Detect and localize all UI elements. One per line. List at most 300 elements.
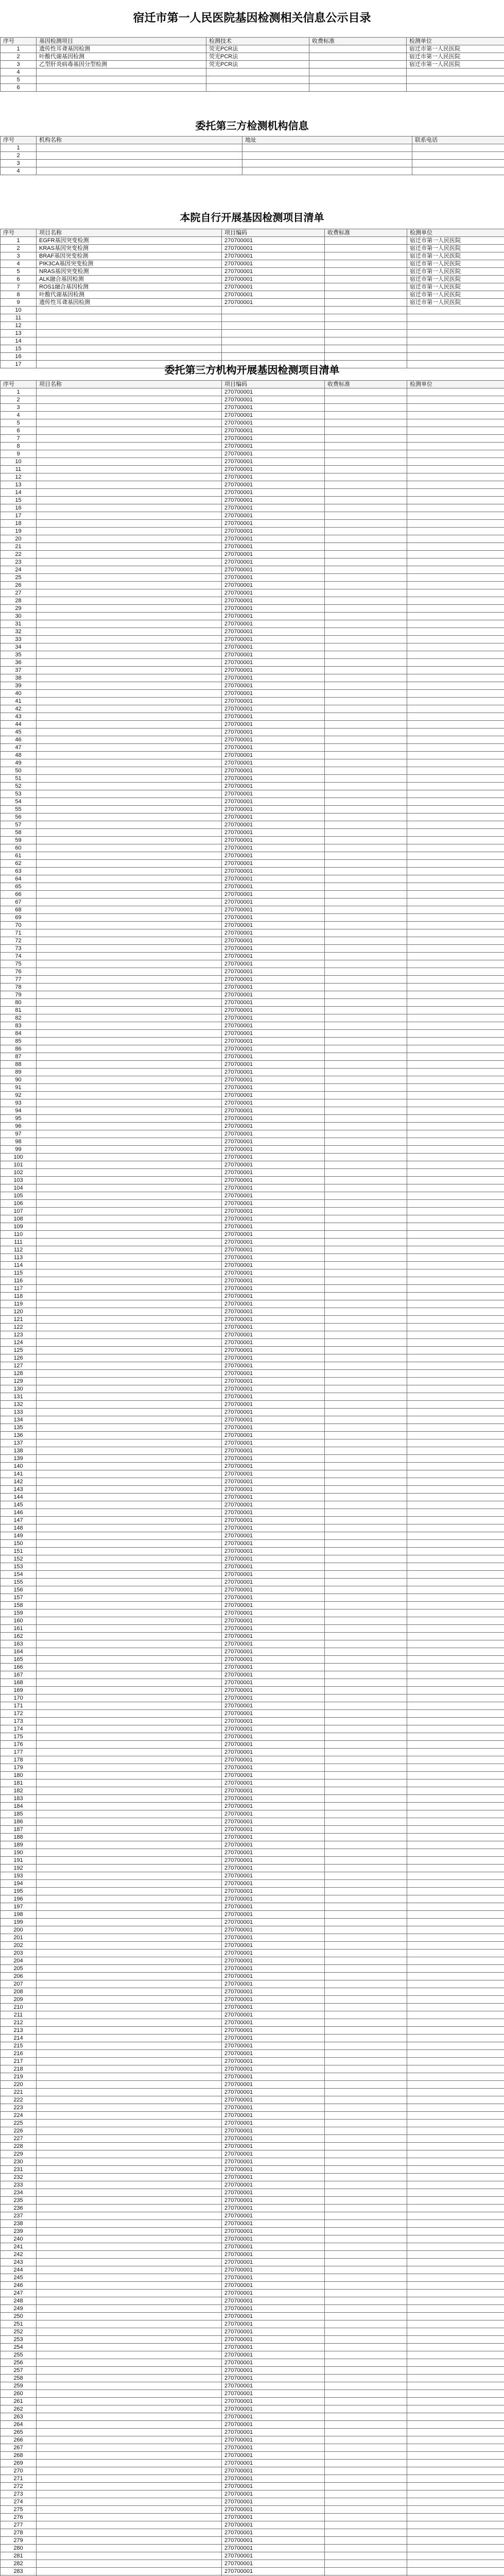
- table-cell: 96: [1, 1123, 37, 1130]
- table-cell: [407, 330, 504, 337]
- table-row: [1, 1795, 504, 1803]
- table-cell: 176: [1, 1741, 37, 1749]
- table-row: [1, 2545, 504, 2552]
- table-cell: [325, 2297, 407, 2305]
- table-cell: [325, 659, 407, 667]
- table-cell: [37, 76, 206, 84]
- table-cell: [407, 1177, 504, 1184]
- table-cell: 3: [1, 160, 37, 167]
- table-cell: [407, 1277, 504, 1285]
- table-cell: [325, 458, 407, 466]
- table-cell: 134: [1, 1416, 37, 1424]
- table-row: [1, 291, 504, 299]
- table-cell: [37, 2096, 222, 2104]
- table-cell: [325, 2259, 407, 2266]
- table-cell: [325, 837, 407, 844]
- table-cell: [37, 2359, 222, 2367]
- table-cell: 270700001: [222, 419, 325, 427]
- table-cell: 270700001: [222, 2266, 325, 2274]
- table-row: [1, 1548, 504, 1555]
- table-cell: [407, 2081, 504, 2089]
- table-cell: [325, 2104, 407, 2112]
- table-cell: [325, 628, 407, 636]
- table-cell: [222, 322, 325, 330]
- table-cell: [325, 2375, 407, 2382]
- table-row: [1, 2019, 504, 2027]
- table-cell: [37, 1617, 222, 1625]
- table-row: [1, 821, 504, 829]
- table-row: [1, 1787, 504, 1795]
- table-row: [1, 1401, 504, 1409]
- table-cell: [325, 2189, 407, 2197]
- table-cell: 270700001: [222, 1656, 325, 1664]
- table-cell: [37, 2042, 222, 2050]
- table-cell: [325, 790, 407, 798]
- table-cell: 270700001: [222, 1749, 325, 1756]
- table-cell: [407, 1092, 504, 1099]
- table-cell: [37, 1749, 222, 1756]
- table-row: [1, 1239, 504, 1246]
- table-cell: 2: [1, 396, 37, 404]
- table-cell: [37, 976, 222, 984]
- table-row: [1, 2521, 504, 2529]
- table-cell: 270700001: [222, 1347, 325, 1354]
- table-cell: 84: [1, 1030, 37, 1038]
- column-header: 序号: [1, 229, 37, 237]
- table-row: [1, 1246, 504, 1254]
- table-cell: 270700001: [222, 2220, 325, 2228]
- table-cell: [407, 2305, 504, 2313]
- table-cell: [407, 1532, 504, 1540]
- table-row: [1, 922, 504, 929]
- table-row: [1, 1563, 504, 1571]
- table-cell: [325, 976, 407, 984]
- table-cell: [37, 2274, 222, 2282]
- table-row: [1, 1169, 504, 1177]
- table-cell: 36: [1, 659, 37, 667]
- table-row: [1, 1679, 504, 1687]
- table-cell: 188: [1, 1834, 37, 1841]
- table-cell: [325, 783, 407, 790]
- table-cell: 178: [1, 1756, 37, 1764]
- table-cell: 270700001: [222, 968, 325, 976]
- table-cell: 16: [1, 504, 37, 512]
- table-row: [1, 2506, 504, 2514]
- table-cell: 270700001: [222, 628, 325, 636]
- table-cell: [325, 2065, 407, 2073]
- table-cell: [325, 2552, 407, 2560]
- table-cell: 82: [1, 1014, 37, 1022]
- table-cell: [325, 814, 407, 821]
- table-cell: [325, 2359, 407, 2367]
- table-row: [1, 2421, 504, 2429]
- table-cell: [407, 2413, 504, 2421]
- table-row: [1, 252, 504, 260]
- table-row: [1, 237, 504, 245]
- table-cell: 270700001: [222, 976, 325, 984]
- outsourced-project-table: [0, 380, 504, 2576]
- table-cell: [407, 2490, 504, 2498]
- table-cell: 115: [1, 1269, 37, 1277]
- table-cell: [325, 1370, 407, 1378]
- table-cell: [222, 337, 325, 345]
- table-row: [1, 388, 504, 396]
- table-cell: [37, 1548, 222, 1555]
- table-cell: [325, 2521, 407, 2529]
- table-cell: [407, 2545, 504, 2552]
- table-cell: [407, 520, 504, 528]
- table-cell: 4: [1, 260, 37, 268]
- table-cell: 183: [1, 1795, 37, 1803]
- table-row: [1, 1447, 504, 1455]
- table-row: [1, 1184, 504, 1192]
- table-cell: [37, 999, 222, 1007]
- table-cell: 270700001: [222, 2290, 325, 2297]
- table-cell: [37, 2027, 222, 2035]
- table-cell: 175: [1, 1733, 37, 1741]
- table-row: [1, 1061, 504, 1069]
- table-cell: 270700001: [222, 2181, 325, 2189]
- table-cell: 10: [1, 307, 37, 314]
- table-cell: 239: [1, 2228, 37, 2235]
- table-cell: [325, 1671, 407, 1679]
- table-cell: [37, 152, 242, 160]
- table-cell: 270700001: [222, 999, 325, 1007]
- table-row: [1, 1926, 504, 1934]
- table-cell: 270700001: [222, 2027, 325, 2035]
- table-cell: [37, 1385, 222, 1393]
- table-cell: [407, 2274, 504, 2282]
- column-header: 检测单位: [407, 381, 504, 388]
- table-cell: [325, 643, 407, 651]
- table-cell: 103: [1, 1177, 37, 1184]
- table-cell: [325, 473, 407, 481]
- table-cell: [325, 953, 407, 960]
- table-cell: [37, 2135, 222, 2143]
- table-cell: 270700001: [222, 1718, 325, 1725]
- table-row: [1, 2058, 504, 2065]
- table-cell: [37, 2344, 222, 2351]
- table-cell: [407, 2560, 504, 2568]
- table-cell: 78: [1, 984, 37, 991]
- table-cell: 89: [1, 1069, 37, 1076]
- table-cell: 270700001: [222, 752, 325, 759]
- table-cell: [37, 620, 222, 628]
- table-row: [1, 1532, 504, 1540]
- table-cell: 128: [1, 1370, 37, 1378]
- table-row: [1, 2490, 504, 2498]
- table-cell: [37, 2436, 222, 2444]
- table-cell: 1: [1, 144, 37, 152]
- table-cell: [407, 1509, 504, 1517]
- table-cell: [407, 345, 504, 353]
- table-cell: BRAF基因突变检测: [37, 252, 222, 260]
- table-cell: 21: [1, 543, 37, 551]
- table-cell: [325, 1509, 407, 1517]
- column-header: 序号: [1, 137, 37, 144]
- table-cell: [407, 2050, 504, 2058]
- table-header-row: [1, 137, 504, 144]
- column-header: 项目名称: [37, 229, 222, 237]
- table-row: [1, 1749, 504, 1756]
- table-cell: 270700001: [222, 2514, 325, 2521]
- table-cell: 276: [1, 2514, 37, 2521]
- table-cell: [407, 388, 504, 396]
- table-cell: 宿迁市第一人民医院: [407, 61, 504, 69]
- table-row: [1, 1857, 504, 1865]
- column-header: 序号: [1, 381, 37, 388]
- table-cell: 68: [1, 906, 37, 914]
- table-cell: 270700001: [222, 744, 325, 752]
- table-cell: [325, 1061, 407, 1069]
- table-cell: [37, 2568, 222, 2575]
- table-cell: 270700001: [222, 2313, 325, 2320]
- table-cell: [37, 752, 222, 759]
- table-cell: 270700001: [222, 1169, 325, 1177]
- table-cell: [407, 984, 504, 991]
- table-cell: 270700001: [222, 1262, 325, 1269]
- table-cell: 270700001: [222, 1571, 325, 1579]
- table-cell: [242, 152, 412, 160]
- table-cell: [325, 1973, 407, 1980]
- table-cell: [407, 1486, 504, 1494]
- table-cell: [37, 1795, 222, 1803]
- table-cell: [325, 1293, 407, 1300]
- table-cell: [407, 2042, 504, 2050]
- table-cell: 270700001: [222, 1038, 325, 1045]
- table-cell: [37, 628, 222, 636]
- table-cell: 211: [1, 2011, 37, 2019]
- table-row: [1, 1331, 504, 1339]
- table-cell: [407, 690, 504, 698]
- table-cell: 270700001: [222, 2058, 325, 2065]
- table-cell: 270700001: [222, 1014, 325, 1022]
- table-cell: [37, 1563, 222, 1571]
- table-cell: [222, 314, 325, 322]
- table-cell: [37, 1308, 222, 1316]
- table-cell: [407, 2235, 504, 2243]
- table-cell: [37, 1045, 222, 1053]
- table-cell: 270700001: [222, 682, 325, 690]
- table-cell: [407, 814, 504, 821]
- table-cell: [242, 167, 412, 175]
- table-row: [1, 260, 504, 268]
- table-cell: 270700001: [222, 2490, 325, 2498]
- table-cell: 270700001: [222, 1888, 325, 1895]
- table-row: [1, 844, 504, 852]
- table-cell: [37, 481, 222, 489]
- table-cell: 155: [1, 1579, 37, 1586]
- table-cell: 104: [1, 1184, 37, 1192]
- table-row: [1, 152, 504, 160]
- table-row: [1, 1424, 504, 1432]
- table-cell: [407, 2390, 504, 2398]
- table-cell: [37, 1169, 222, 1177]
- table-row: [1, 2413, 504, 2421]
- table-cell: [325, 1988, 407, 1996]
- table-row: [1, 2405, 504, 2413]
- table-cell: 270700001: [222, 2351, 325, 2359]
- table-cell: 195: [1, 1888, 37, 1895]
- table-cell: 荧光PCR法: [206, 53, 309, 61]
- table-row: [1, 345, 504, 353]
- table-header-row: [1, 381, 504, 388]
- table-cell: 270700001: [222, 1687, 325, 1694]
- table-cell: 270700001: [222, 1277, 325, 1285]
- table-cell: 270700001: [222, 1733, 325, 1741]
- table-cell: [407, 2367, 504, 2375]
- table-row: [1, 543, 504, 551]
- table-cell: 270700001: [222, 860, 325, 868]
- table-cell: [37, 1841, 222, 1849]
- table-cell: 113: [1, 1254, 37, 1262]
- table-cell: [325, 1880, 407, 1888]
- table-cell: 270700001: [222, 1872, 325, 1880]
- table-row: [1, 2120, 504, 2127]
- table-cell: [407, 844, 504, 852]
- table-cell: 224: [1, 2112, 37, 2120]
- table-cell: [325, 767, 407, 775]
- table-row: [1, 860, 504, 868]
- table-row: [1, 2228, 504, 2235]
- table-cell: [407, 2467, 504, 2475]
- table-cell: [407, 1671, 504, 1679]
- table-cell: 60: [1, 844, 37, 852]
- table-cell: 158: [1, 1602, 37, 1609]
- table-cell: [407, 1787, 504, 1795]
- table-cell: [37, 690, 222, 698]
- table-cell: [407, 1803, 504, 1810]
- table-row: [1, 1579, 504, 1586]
- table-row: [1, 1316, 504, 1324]
- table-cell: 270700001: [222, 937, 325, 945]
- table-cell: 181: [1, 1780, 37, 1787]
- table-cell: 65: [1, 883, 37, 891]
- table-cell: [37, 1509, 222, 1517]
- table-cell: [37, 1957, 222, 1965]
- table-cell: 70: [1, 922, 37, 929]
- table-cell: [407, 1362, 504, 1370]
- table-cell: [407, 906, 504, 914]
- table-cell: 229: [1, 2150, 37, 2158]
- table-cell: 117: [1, 1285, 37, 1293]
- table-cell: [37, 1810, 222, 1818]
- table-cell: 240: [1, 2235, 37, 2243]
- table-cell: [37, 2382, 222, 2390]
- table-cell: 37: [1, 667, 37, 674]
- table-cell: [407, 1146, 504, 1154]
- table-cell: 250: [1, 2313, 37, 2320]
- table-cell: 75: [1, 960, 37, 968]
- table-cell: [407, 651, 504, 659]
- table-cell: [407, 2266, 504, 2274]
- table-cell: [407, 512, 504, 520]
- table-cell: [325, 1965, 407, 1973]
- table-cell: 139: [1, 1455, 37, 1463]
- table-cell: [37, 1787, 222, 1795]
- table-cell: 270700001: [222, 1633, 325, 1640]
- table-cell: 107: [1, 1208, 37, 1215]
- table-cell: [407, 1679, 504, 1687]
- table-cell: 270700001: [222, 1594, 325, 1602]
- table-cell: [37, 1200, 222, 1208]
- table-cell: [37, 1007, 222, 1014]
- table-row: [1, 2514, 504, 2521]
- table-cell: 17: [1, 512, 37, 520]
- table-cell: [37, 1061, 222, 1069]
- table-cell: 270700001: [222, 543, 325, 551]
- table-cell: [37, 1679, 222, 1687]
- table-cell: [37, 504, 222, 512]
- table-cell: [407, 2506, 504, 2514]
- table-row: [1, 2467, 504, 2475]
- table-cell: 270700001: [222, 698, 325, 705]
- table-row: [1, 1880, 504, 1888]
- table-cell: [407, 543, 504, 551]
- table-cell: 270700001: [222, 790, 325, 798]
- table-cell: 97: [1, 1130, 37, 1138]
- table-cell: [325, 2490, 407, 2498]
- table-cell: [325, 497, 407, 504]
- table-cell: [325, 713, 407, 721]
- table-row: [1, 1903, 504, 1911]
- table-cell: [325, 682, 407, 690]
- table-cell: 40: [1, 690, 37, 698]
- table-cell: [325, 566, 407, 574]
- table-row: [1, 2568, 504, 2575]
- table-cell: [325, 1888, 407, 1895]
- table-cell: [37, 2537, 222, 2545]
- table-cell: 171: [1, 1702, 37, 1710]
- table-cell: [37, 2065, 222, 2073]
- table-cell: [325, 891, 407, 899]
- table-cell: [37, 1370, 222, 1378]
- table-cell: [37, 1347, 222, 1354]
- table-cell: 194: [1, 1880, 37, 1888]
- table-cell: [407, 2521, 504, 2529]
- table-cell: 270700001: [222, 1880, 325, 1888]
- table-cell: [37, 1880, 222, 1888]
- table-cell: [407, 1942, 504, 1950]
- table-cell: [37, 1099, 222, 1107]
- table-cell: [37, 1084, 222, 1092]
- table-cell: [325, 1470, 407, 1478]
- table-cell: [37, 450, 222, 458]
- table-cell: 90: [1, 1076, 37, 1084]
- table-cell: 270700001: [222, 558, 325, 566]
- table-cell: 宿迁市第一人民医院: [407, 245, 504, 252]
- table-cell: [37, 1269, 222, 1277]
- table-cell: 15: [1, 497, 37, 504]
- table-cell: [325, 1285, 407, 1293]
- table-cell: 150: [1, 1540, 37, 1548]
- table-cell: [325, 1749, 407, 1756]
- table-cell: [37, 1022, 222, 1030]
- table-cell: [407, 2011, 504, 2019]
- table-row: [1, 1300, 504, 1308]
- table-cell: 159: [1, 1609, 37, 1617]
- table-cell: [37, 2205, 222, 2212]
- table-row: [1, 1710, 504, 1718]
- table-cell: [37, 1184, 222, 1192]
- table-cell: [242, 144, 412, 152]
- table-cell: [325, 1130, 407, 1138]
- table-cell: 270700001: [222, 1934, 325, 1942]
- table-cell: 270700001: [222, 1123, 325, 1130]
- table-cell: [325, 314, 407, 322]
- table-cell: [407, 2127, 504, 2135]
- table-cell: 270700001: [222, 1957, 325, 1965]
